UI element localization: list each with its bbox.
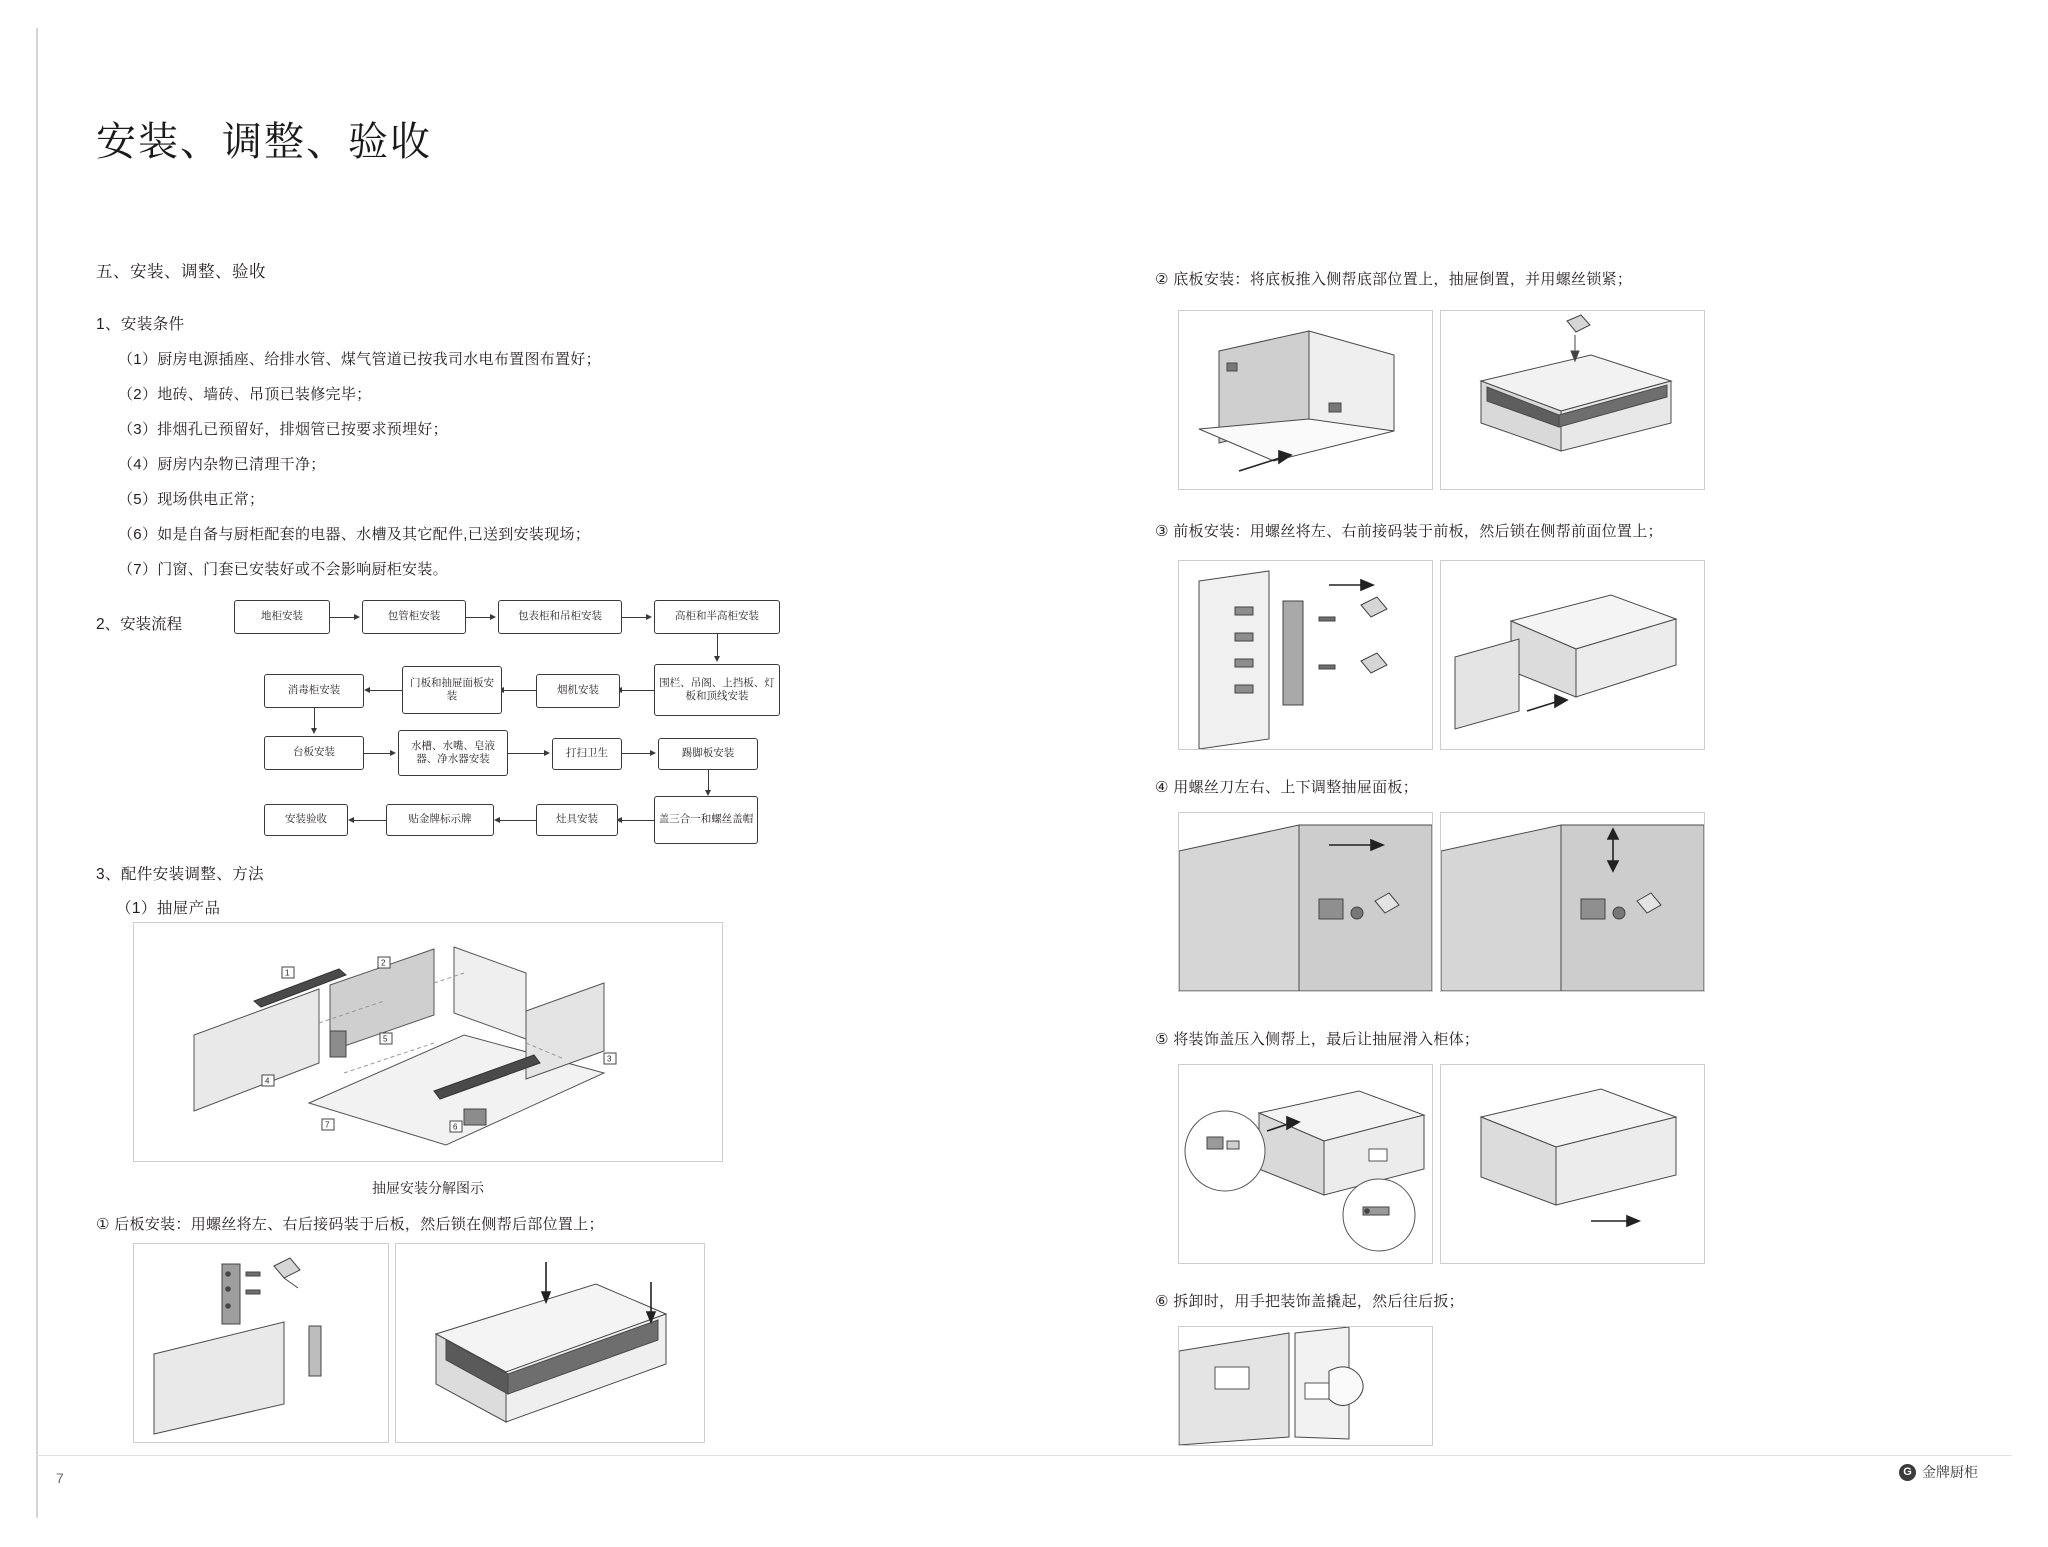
footer-divider [36, 1455, 2012, 1456]
flow-node: 安装验收 [264, 804, 348, 836]
section-heading: 五、安装、调整、验收 [96, 263, 266, 281]
figure-step2-a [1178, 310, 1433, 490]
left-column [96, 258, 916, 593]
step-3-caption: ③ 前板安装：用螺丝将左、右前接码装于前板，然后锁在侧帮前面位置上； [1155, 523, 1663, 540]
flow-arrow [620, 820, 654, 821]
flow-node: 贴金牌标示牌 [386, 804, 494, 836]
figure-step2-b [1440, 310, 1705, 490]
figure-step4-a [1178, 812, 1433, 992]
conditions-heading: 1、安装条件 [96, 316, 185, 333]
svg-text:5: 5 [383, 1034, 388, 1044]
brand-name: 金牌厨柜 [1922, 1464, 1978, 1480]
flow-arrow-head [311, 728, 317, 734]
flow-node: 盖三合一和螺丝盖帽 [654, 796, 758, 844]
flow-node: 水槽、水嘴、皂液器、净水器安装 [398, 730, 508, 776]
svg-text:7: 7 [325, 1120, 330, 1130]
flow-node: 灶具安装 [536, 804, 618, 836]
condition-item: （2）地砖、墙砖、吊顶已装修完毕； [118, 386, 372, 403]
flow-arrow [708, 770, 709, 792]
condition-item: （5）现场供电正常； [118, 491, 265, 508]
figure-step3-b [1440, 560, 1705, 750]
flow-arrow-head [650, 750, 656, 756]
brand-logo [1899, 1462, 1978, 1482]
installation-flow-chart [234, 598, 775, 828]
flow-arrow [717, 634, 718, 658]
flow-arrow-head [390, 750, 396, 756]
flow-arrow [368, 690, 402, 691]
flow-node: 地柜安装 [234, 600, 330, 634]
flow-arrow-head [354, 614, 360, 620]
flow-node: 踢脚板安装 [658, 738, 758, 770]
svg-text:1: 1 [285, 968, 290, 978]
svg-text:2: 2 [381, 958, 386, 968]
page-number: 7 [56, 1470, 64, 1486]
left-margin-rule [36, 28, 38, 1518]
page-title: 安装、调整、验收 [96, 120, 432, 164]
svg-text:4: 4 [265, 1076, 270, 1086]
flow-node: 包表柜和吊柜安装 [498, 600, 622, 634]
flow-arrow [622, 617, 648, 618]
flow-node: 围栏、吊阁、上挡板、灯板和顶线安装 [654, 664, 780, 716]
flow-heading: 2、安装流程 [96, 616, 183, 633]
step-1-caption: ① 后板安装：用螺丝将左、右后接码装于后板，然后锁在侧帮后部位置上； [96, 1216, 604, 1233]
flow-arrow [364, 753, 392, 754]
flow-node: 消毒柜安装 [264, 674, 364, 708]
step-4-caption: ④ 用螺丝刀左右、上下调整抽屉面板； [1155, 779, 1419, 796]
step-2-caption: ② 底板安装：将底板推入侧帮底部位置上，抽屉倒置，并用螺丝锁紧； [1155, 271, 1633, 288]
figure-step4-b [1440, 812, 1705, 992]
step-6-caption: ⑥ 拆卸时，用手把装饰盖撬起，然后往后扳； [1155, 1293, 1464, 1310]
figure-step1-a [133, 1243, 389, 1443]
flow-node: 打扫卫生 [552, 738, 622, 770]
flow-arrow [508, 753, 546, 754]
flow-arrow [622, 753, 652, 754]
flow-arrow-head [544, 750, 550, 756]
flow-node: 高柜和半高柜安装 [654, 600, 780, 634]
figure-step5-a [1178, 1064, 1433, 1264]
flow-arrow [502, 690, 536, 691]
condition-item: （3）排烟孔已预留好，排烟管已按要求预埋好； [118, 421, 448, 438]
flow-node: 门板和抽屉面板安装 [402, 666, 502, 714]
condition-item: （4）厨房内杂物已清理干净； [118, 456, 326, 473]
svg-text:6: 6 [453, 1122, 458, 1132]
flow-arrow-head [364, 687, 370, 693]
flow-arrow [330, 617, 356, 618]
parts-heading: 3、配件安装调整、方法 [96, 866, 265, 883]
flow-arrow [498, 820, 536, 821]
condition-item: （1）厨房电源插座、给排水管、煤气管道已按我司水电布置图布置好； [118, 351, 601, 368]
flow-node: 包管柜安装 [362, 600, 466, 634]
flow-arrow-head [494, 817, 500, 823]
flow-arrow [352, 820, 386, 821]
figure-step5-b [1440, 1064, 1705, 1264]
condition-item: （7）门窗、门套已安装好或不会影响厨柜安装。 [118, 561, 448, 578]
exploded-drawer-drawing [134, 923, 722, 1161]
parts-subheading: （1）抽屉产品 [116, 900, 221, 917]
flow-arrow-head [646, 614, 652, 620]
flow-arrow-head [714, 656, 720, 662]
step-5-caption: ⑤ 将装饰盖压入侧帮上，最后让抽屉滑入柜体； [1155, 1031, 1480, 1048]
flow-arrow [314, 708, 315, 730]
flow-arrow-head [348, 817, 354, 823]
figure-step1-b [395, 1243, 705, 1443]
flow-arrow-head [490, 614, 496, 620]
flow-node: 烟机安装 [536, 674, 620, 708]
figure-step6 [1178, 1326, 1433, 1446]
svg-text:3: 3 [607, 1054, 612, 1064]
flow-arrow [466, 617, 492, 618]
figure-exploded-drawer [133, 922, 723, 1162]
flow-arrow [620, 690, 654, 691]
parts-heading-wrap [96, 862, 264, 918]
figure-caption: 抽屉安装分解图示 [372, 1180, 484, 1196]
figure-step3-a [1178, 560, 1433, 750]
condition-item: （6）如是自备与厨柜配套的电器、水槽及其它配件,已送到安装现场； [118, 526, 591, 543]
flow-node: 台板安装 [264, 736, 364, 770]
brand-mark-icon: G [1899, 1464, 1916, 1481]
